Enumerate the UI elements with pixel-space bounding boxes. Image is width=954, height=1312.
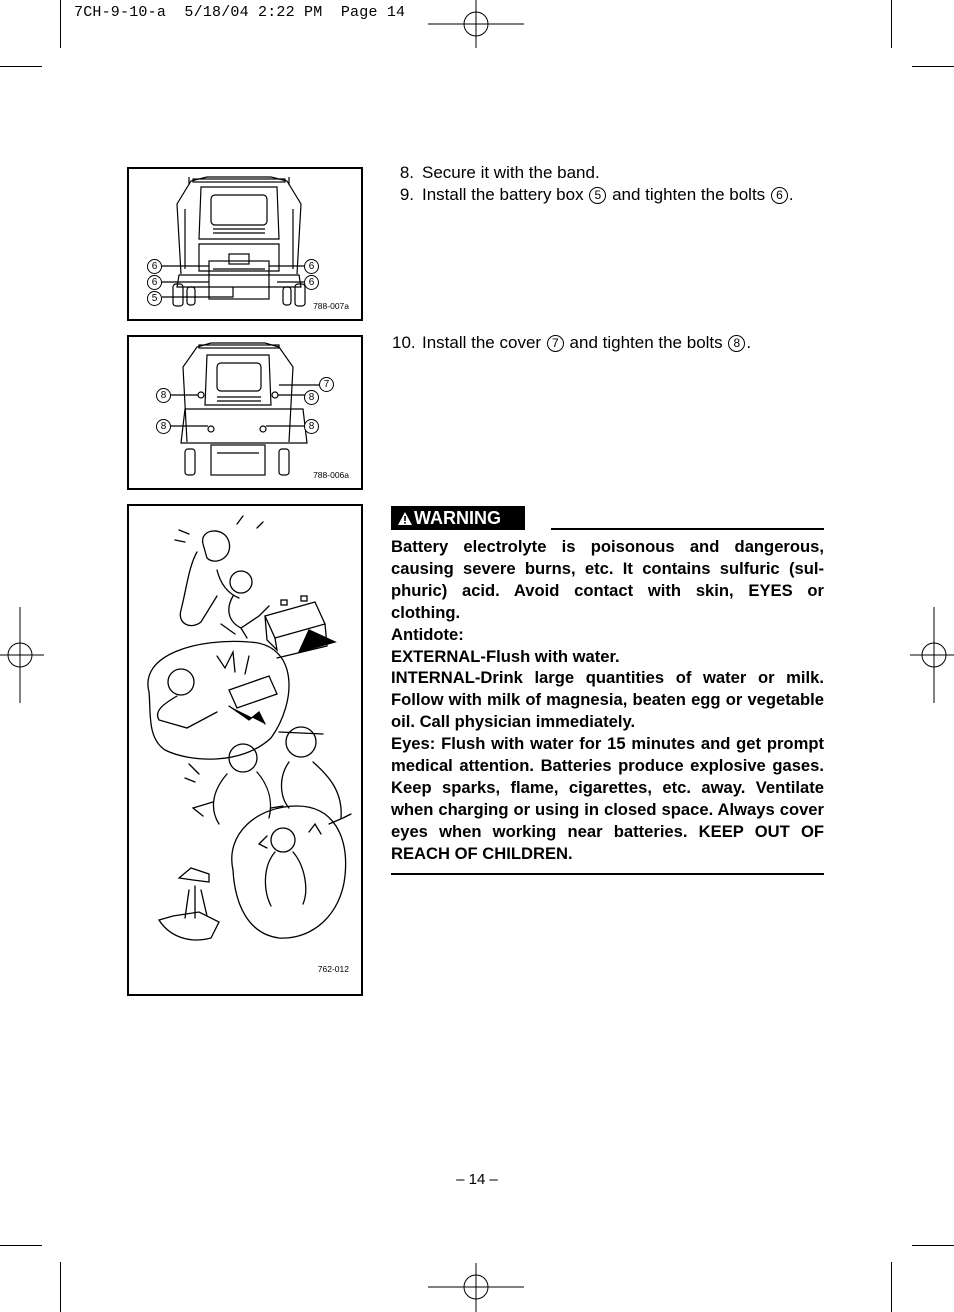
callout-6-left-upper: 6 — [147, 259, 162, 274]
battery-hazard-cartoon — [129, 506, 361, 994]
callout-6-right-upper: 6 — [304, 259, 319, 274]
step-10-block — [392, 332, 751, 354]
step-text-part: and tighten the bolts — [612, 185, 766, 204]
step-text — [422, 184, 794, 206]
warning-paragraph: EXTERNAL-Flush with water. — [391, 646, 620, 666]
ref-number-6: 6 — [771, 187, 788, 204]
warning-paragraph: Eyes: Flush with water for 15 minutes and get prompt medical attention. Batteries produce explosive gases. Keep sparks, flame, cigarettes, etc. away. Ventilate when charging or using in closed space. Always cover eyes when working near batteries. KEEP OUT OF REACH OF CHILDREN. — [391, 734, 824, 863]
step-9 — [392, 184, 794, 206]
figure-code: 788-006a — [313, 470, 349, 480]
ref-number-7: 7 — [547, 335, 564, 352]
step-number: 8. — [399, 163, 414, 182]
warning-header — [391, 506, 824, 532]
callout-8-right-upper: 8 — [304, 390, 319, 405]
cover-illustration — [129, 337, 361, 488]
callout-7: 7 — [319, 377, 334, 392]
step-text-part: . — [788, 185, 794, 204]
battery-box-illustration — [129, 169, 361, 319]
figure-battery-hazards — [127, 504, 363, 996]
step-text-part: . — [746, 333, 752, 352]
callout-8-left-upper: 8 — [156, 388, 171, 403]
figure-code: 762-012 — [317, 964, 349, 974]
warning-rule — [551, 528, 824, 530]
step-number: 9. — [399, 185, 414, 204]
warning-paragraph: INTERNAL-Drink large quantities of water or milk. Follow with milk of magnesia, beaten egg or vegetable oil. Call physician immediately. — [391, 668, 824, 732]
steps-8-9 — [392, 162, 794, 206]
step-text-part: and tighten the bolts — [569, 333, 723, 352]
step-text-part: Install the battery box — [422, 185, 584, 204]
callout-6-right-lower: 6 — [304, 275, 319, 290]
ref-number-5: 5 — [589, 187, 606, 204]
warning-text — [391, 536, 824, 865]
step-text: Secure it with the band. — [422, 163, 600, 182]
warning-paragraph: Battery electrolyte is poisonous and dangerous, causing severe burns, etc. It contains sulfuric (sulphuric) acid. Avoid contact with skin, EYES or clothing. — [391, 537, 824, 622]
step-text-part: Install the cover — [422, 333, 542, 352]
step-8 — [392, 162, 794, 184]
warning-badge — [391, 506, 525, 530]
step-10 — [392, 332, 751, 354]
warning-label: WARNING — [414, 508, 501, 528]
step-text — [422, 332, 751, 354]
figure-battery-box — [127, 167, 363, 321]
callout-8-left-lower: 8 — [156, 419, 171, 434]
print-slug: 7CH-9-10-a 5/18/04 2:22 PM Page 14 — [74, 4, 406, 21]
warning-paragraph: Antidote: — [391, 624, 464, 644]
figure-cover — [127, 335, 363, 490]
callout-5: 5 — [147, 291, 162, 306]
warning-bottom-rule — [391, 873, 824, 875]
warning-triangle-icon — [397, 511, 413, 526]
figure-code: 788-007a — [313, 301, 349, 311]
page-number: – 14 – — [456, 1171, 498, 1188]
callout-6-left-lower: 6 — [147, 275, 162, 290]
ref-number-8: 8 — [728, 335, 745, 352]
callout-8-right-lower: 8 — [304, 419, 319, 434]
step-number: 10. — [392, 333, 416, 352]
